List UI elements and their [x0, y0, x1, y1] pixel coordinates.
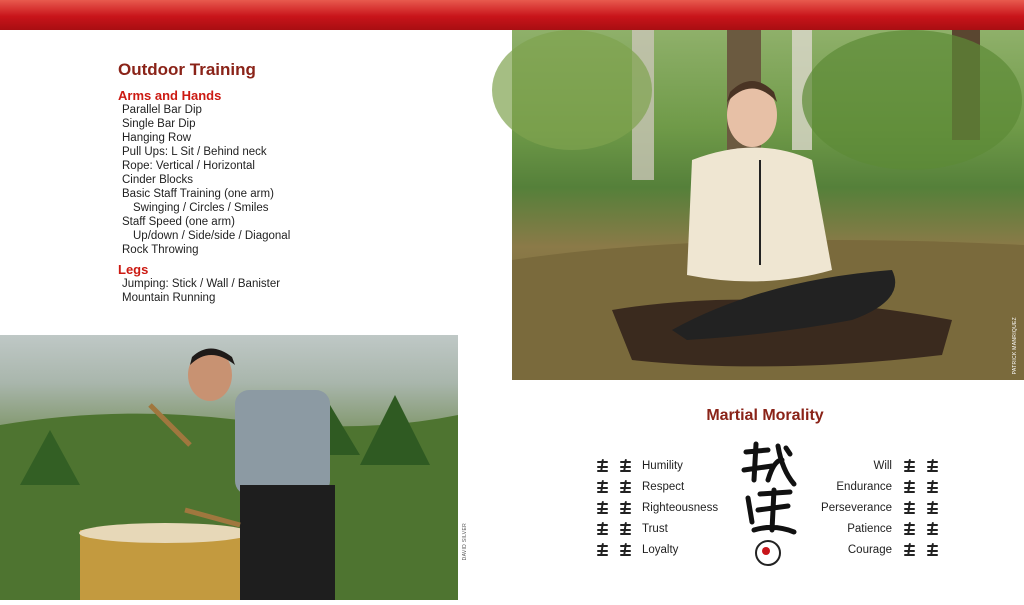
arms-heading: Arms and Hands — [118, 88, 222, 103]
list-item: Jumping: Stick / Wall / Banister — [122, 278, 281, 290]
drum-illustration — [0, 335, 458, 600]
legs-heading: Legs — [118, 262, 149, 277]
virtue-courage: Courage — [847, 544, 892, 556]
virtue-patience: Patience — [847, 523, 892, 535]
virtue-will: Will — [873, 460, 892, 472]
list-item: Single Bar Dip — [122, 118, 196, 130]
list-item: Cinder Blocks — [122, 174, 193, 186]
list-item: Mountain Running — [122, 292, 216, 304]
virtue-loyalty: Loyalty — [642, 544, 679, 556]
list-item: Staff Speed (one arm) — [122, 216, 235, 228]
list-item: Rock Throwing — [122, 244, 199, 256]
virtue-perseverance: Perseverance — [821, 502, 892, 514]
list-item: Parallel Bar Dip — [122, 104, 202, 116]
meditation-illustration — [512, 30, 1024, 380]
virtue-righteousness: Righteousness — [642, 502, 719, 514]
seal-logo — [755, 540, 781, 566]
list-item: Hanging Row — [122, 132, 192, 144]
photo-credit: DAVID SILVER — [462, 522, 468, 560]
virtue-trust: Trust — [642, 523, 668, 535]
chinese-characters-column — [595, 458, 613, 557]
right-virtues-list — [800, 456, 892, 561]
list-item: Basic Staff Training (one arm) — [122, 188, 274, 200]
calligraphy-wude — [738, 440, 798, 540]
list-item: Rope: Vertical / Horizontal — [122, 160, 255, 172]
photo-credit: PATRICK MANRIQUEZ — [1012, 316, 1018, 374]
virtue-humility: Humility — [642, 460, 683, 472]
chinese-characters-column — [618, 458, 636, 557]
list-subitem: Swinging / Circles / Smiles — [133, 202, 269, 214]
chinese-characters-column — [902, 458, 920, 557]
drum-photo — [0, 335, 468, 600]
top-banner — [0, 0, 1024, 30]
left-virtues-list — [642, 456, 718, 561]
list-item: Pull Ups: L Sit / Behind neck — [122, 146, 267, 158]
martial-morality-title: Martial Morality — [706, 407, 824, 424]
section-title: Outdoor Training — [118, 60, 256, 79]
chinese-characters-column — [925, 458, 943, 557]
list-subitem: Up/down / Side/side / Diagonal — [133, 230, 291, 242]
virtue-endurance: Endurance — [836, 481, 892, 493]
meditation-photo — [512, 30, 1024, 380]
virtue-respect: Respect — [642, 481, 685, 493]
outdoor-training-section — [118, 60, 498, 305]
